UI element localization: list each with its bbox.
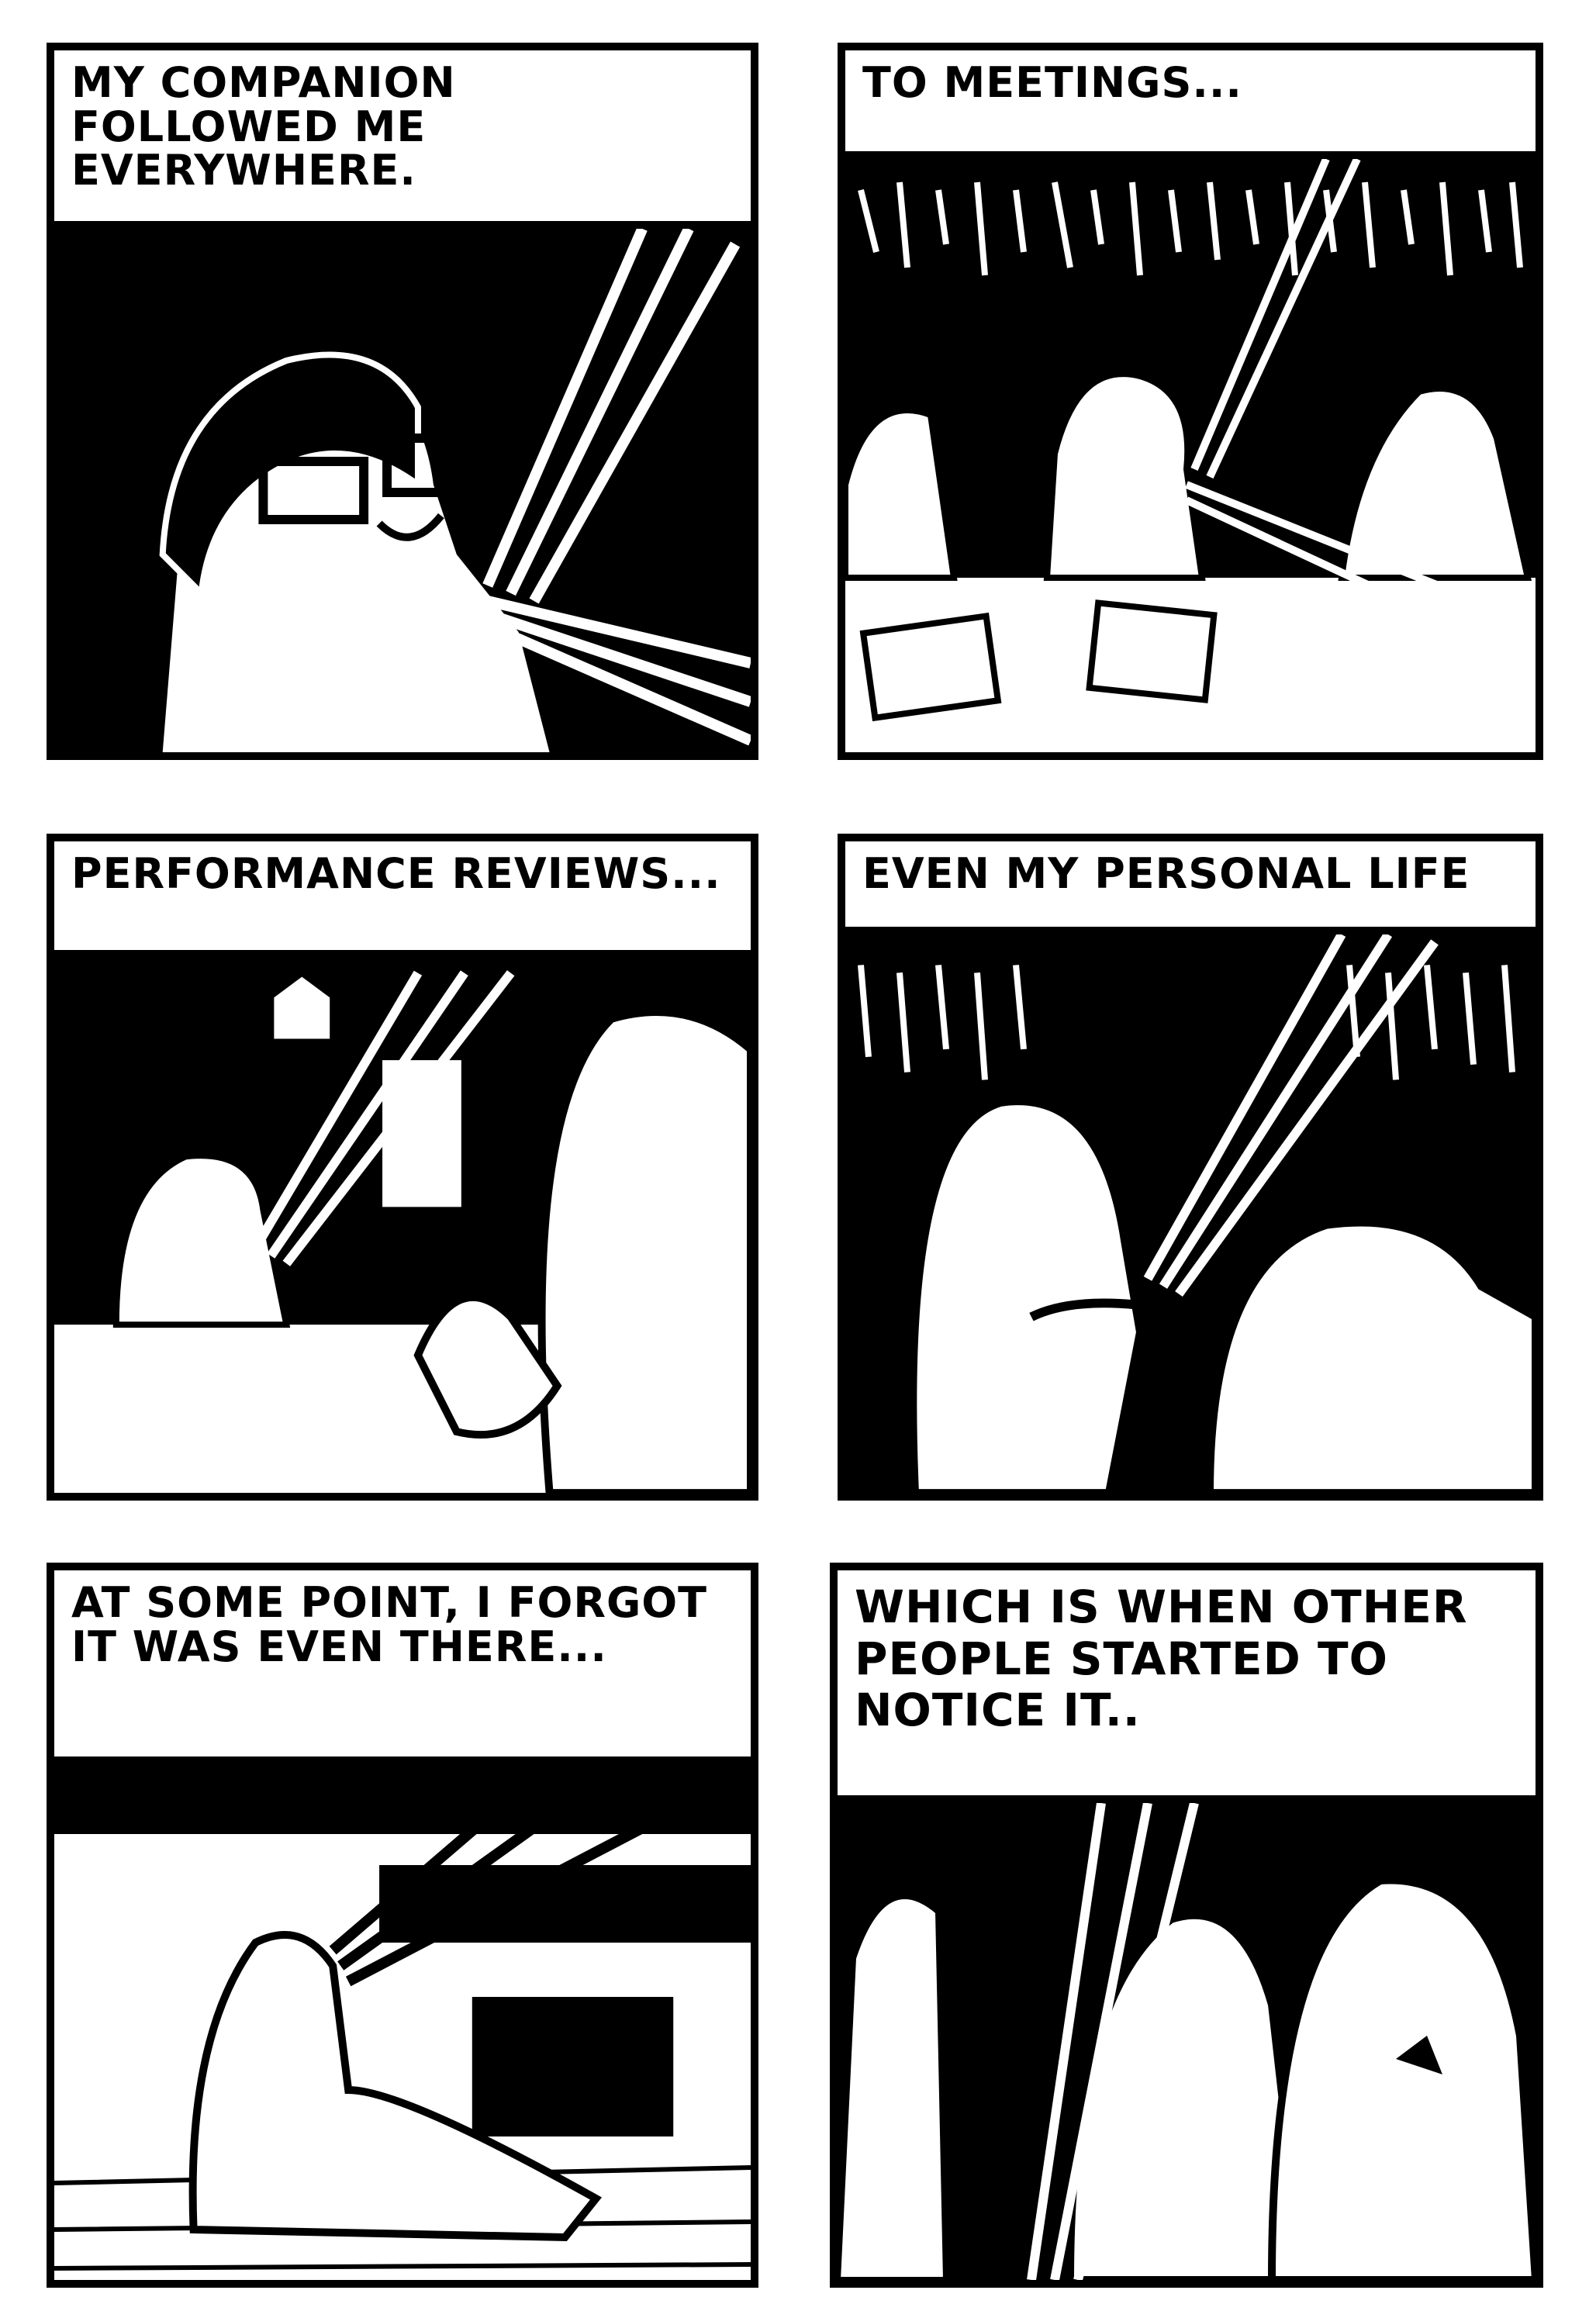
panel-5-caption: AT SOME POINT, I FORGOT IT WAS EVEN THERE... [54,1570,751,1764]
panel-6-caption: WHICH IS WHEN OTHER PEOPLE STARTED TO NOTICE IT.. [838,1570,1536,1803]
panel-3-illustration [54,958,751,1493]
panel-2-caption: TO MEETINGS... [845,50,1536,159]
comic-panel-1 [47,43,758,760]
comic-panel-6 [830,1563,1543,2288]
panel-5-illustration [54,1764,751,2280]
panel-1-caption: MY COMPANION FOLLOWED ME EVERYWHERE. [54,50,751,229]
comic-panel-4 [838,834,1543,1501]
panel-3-caption: PERFORMANCE REVIEWS... [54,841,751,958]
panel-1-illustration [54,229,751,752]
panel-6-illustration [838,1803,1536,2280]
panel-4-illustration [845,934,1536,1493]
panel-2-illustration [845,159,1536,752]
comic-panel-5 [47,1563,758,2288]
panel-4-caption: EVEN MY PERSONAL LIFE [845,841,1536,934]
comic-panel-3 [47,834,758,1501]
comic-panel-2 [838,43,1543,760]
